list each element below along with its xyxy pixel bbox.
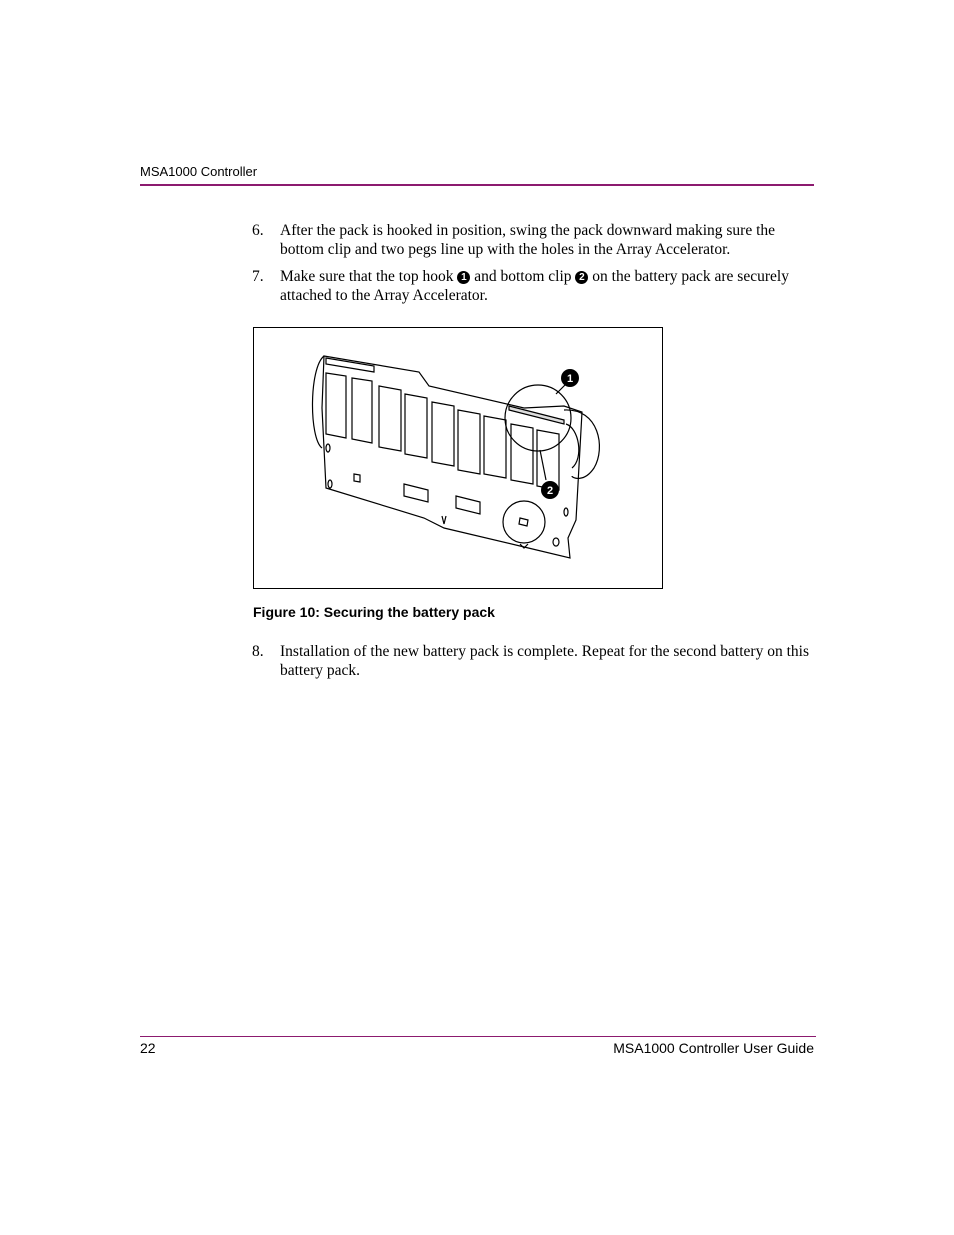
callout-1-label: 1 xyxy=(566,373,574,385)
callout-2-label: 2 xyxy=(546,485,554,497)
callout-1-icon: 1 xyxy=(457,271,470,284)
footer-guide-title: MSA1000 Controller User Guide xyxy=(613,1040,814,1056)
step-text: Installation of the new battery pack is complete. Repeat for the second battery on this battery pack. xyxy=(280,643,809,679)
step-number: 7. xyxy=(252,268,264,285)
step-6 xyxy=(252,221,812,261)
battery-pack-illustration xyxy=(254,328,662,588)
step-text: Make sure that the top hook 1 and bottom clip 2 on the battery pack are securely attached to the Array Accelerator. xyxy=(280,268,789,304)
page-number: 22 xyxy=(140,1040,156,1056)
step-text: After the pack is hooked in position, swing the pack downward making sure the bottom clip and two pegs line up with the holes in the Array Accelerator. xyxy=(280,222,776,258)
callout-2-icon: 2 xyxy=(575,271,588,284)
step-number: 8. xyxy=(252,643,264,660)
step-number: 6. xyxy=(252,222,264,239)
step-8 xyxy=(252,642,812,682)
running-header: MSA1000 Controller xyxy=(140,164,258,179)
figure-battery-pack xyxy=(253,327,663,589)
header-rule xyxy=(140,184,814,186)
step-7 xyxy=(252,267,812,307)
figure-caption: Figure 10: Securing the battery pack xyxy=(253,604,495,620)
footer-rule xyxy=(140,1036,816,1037)
